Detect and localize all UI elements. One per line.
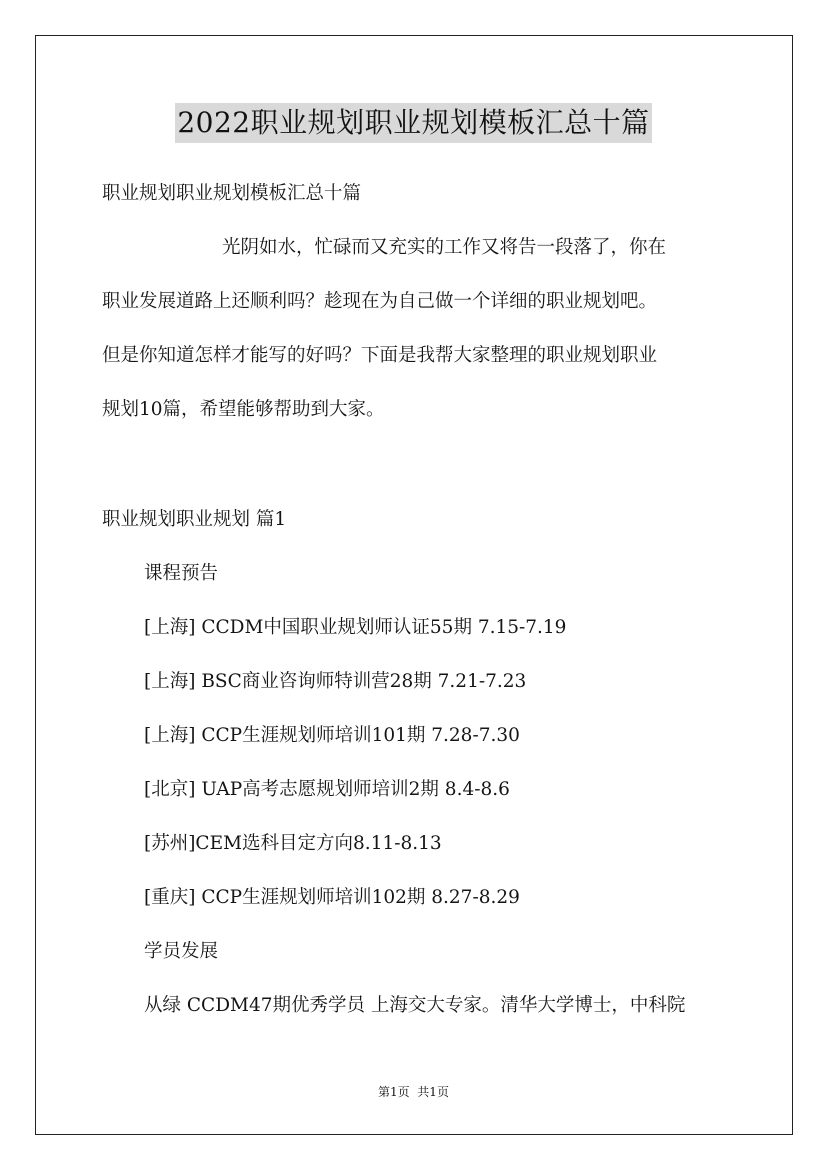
intro-paragraph-line-3: 但是你知道怎样才能写的好吗？下面是我帮大家整理的职业规划职业 (102, 345, 658, 366)
document-title: 2022职业规划职业规划模板汇总十篇 (175, 103, 651, 143)
course-item: [北京] UAP高考志愿规划师培训2期 8.4-8.6 (144, 779, 510, 800)
course-heading: 课程预告 (144, 563, 219, 584)
student-description: 从绿 CCDM47期优秀学员 上海交大专家。清华大学博士，中科院 (144, 995, 686, 1016)
document-subtitle: 职业规划职业规划模板汇总十篇 (102, 183, 362, 204)
intro-paragraph-line-4: 规划10篇，希望能够帮助到大家。 (102, 399, 385, 420)
course-item: [上海] CCDM中国职业规划师认证55期 7.15-7.19 (144, 617, 567, 638)
course-item: [重庆] CCP生涯规划师培训102期 8.27-8.29 (144, 887, 520, 908)
course-item: [上海] CCP生涯规划师培训101期 7.28-7.30 (144, 725, 520, 746)
course-item: [苏州]CEM选科目定方向8.11-8.13 (144, 833, 442, 854)
course-item: [上海] BSC商业咨询师特训营28期 7.21-7.23 (144, 671, 527, 692)
intro-paragraph-line-2: 职业发展道路上还顺利吗？趁现在为自己做一个详细的职业规划吧。 (102, 291, 658, 312)
page-footer: 第1页 共1页 (378, 1085, 449, 1099)
section-heading: 职业规划职业规划 篇1 (102, 509, 287, 530)
intro-paragraph-line-1: 光阴如水，忙碌而又充实的工作又将告一段落了，你在 (222, 237, 667, 258)
student-heading: 学员发展 (144, 941, 219, 962)
title-container (0, 103, 827, 143)
